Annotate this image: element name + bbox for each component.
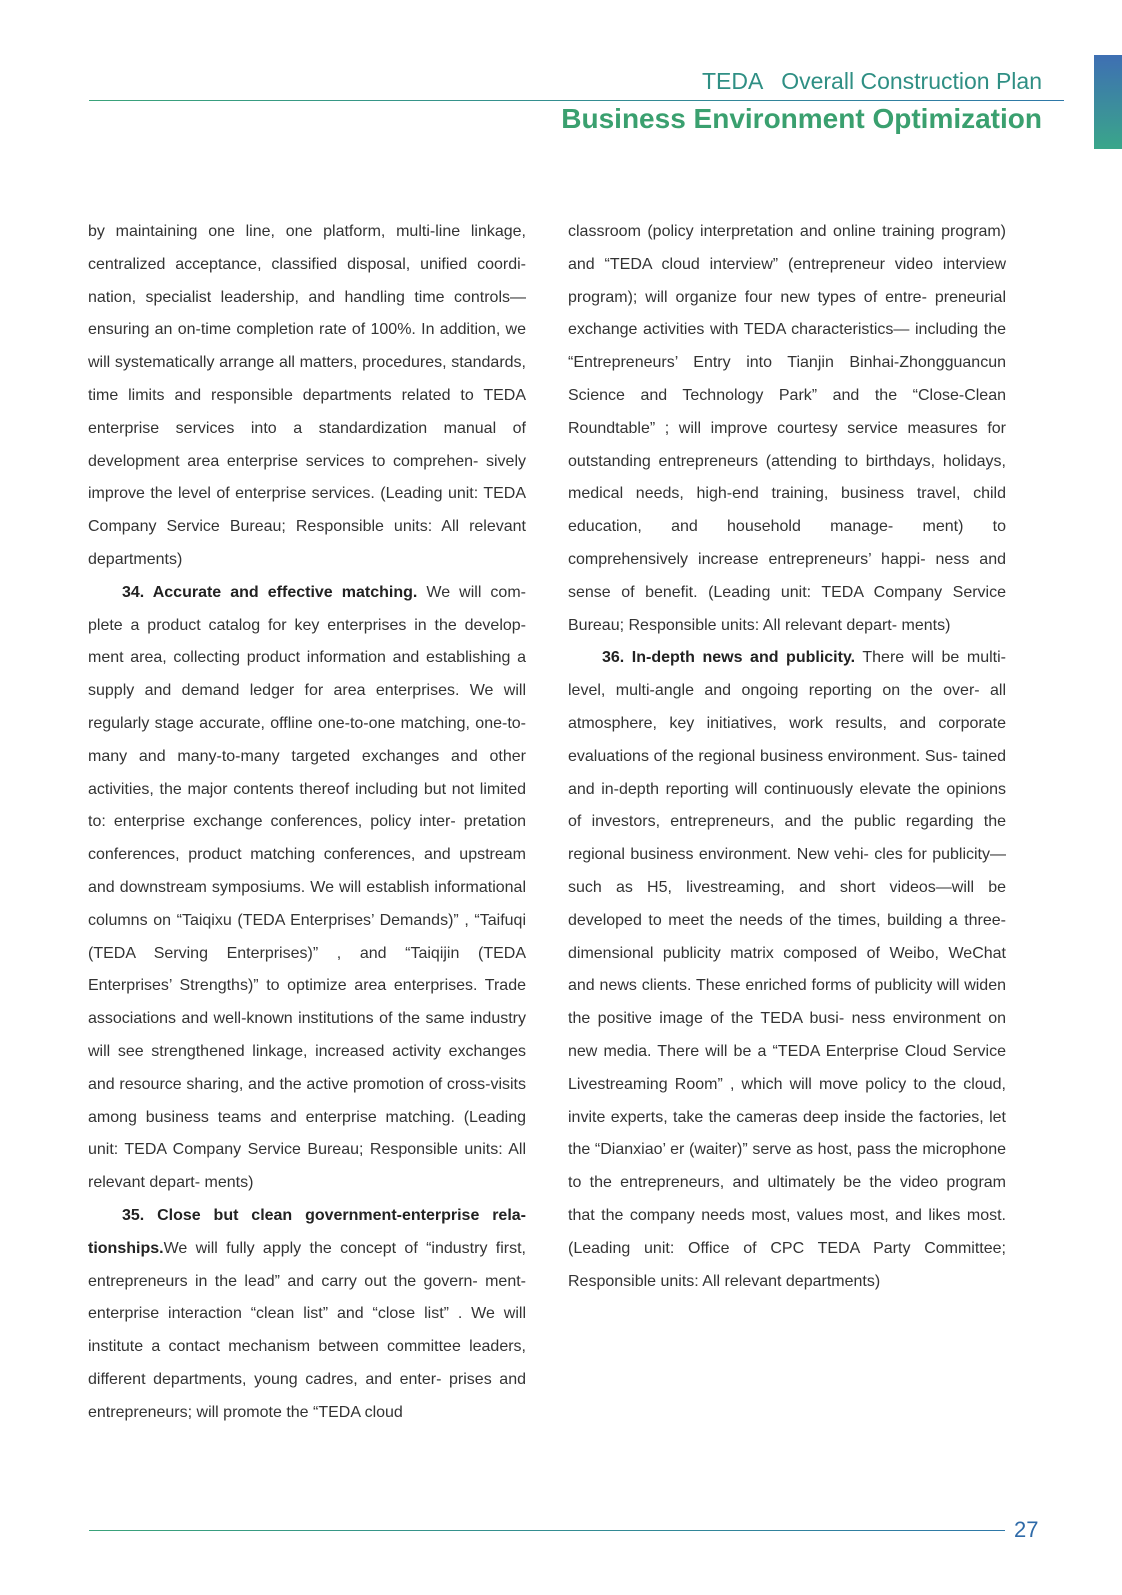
section-35-continued: classroom (policy interpretation and online training program) and “TEDA cloud interview” (entrepreneur video interview program); will organize four new types of entre- preneurial exchange activities with TEDA characteristics— including the “Entrepreneurs’ Entry into Tianjin Binhai-Zhongguancun Science and Technology Park” and the “Close-Clean Roundtable” ; will improve courtesy service measures for outstanding entrepreneurs (attending to birthdays, holidays, medical needs, high-end training, business travel, child education, and household manage- ment) to comprehensively increase entrepreneurs’ happi- ness and sense of benefit. (Leading unit: TEDA Company Service Bureau; Responsible units: All relevant depart- ments) xyxy=(568,223,1006,634)
page-number: 27 xyxy=(1014,1517,1039,1542)
section-35-paragraph xyxy=(88,1200,526,1430)
section-34-paragraph xyxy=(88,577,526,1200)
page-title: Business Environment Optimization xyxy=(561,103,1042,134)
right-column xyxy=(568,216,1006,1298)
section-color-tab xyxy=(1094,55,1122,149)
section-35-body: We will fully apply the concept of “industry first, entrepreneurs in the lead” and carry out the govern- ment-enterprise interaction “clean list” and “close list” . We will institute a contact mechanism between committee leaders, different departments, young cadres, and enter- prises and entrepreneurs; will promote the “TEDA cloud xyxy=(88,1239,526,1421)
section-35-heading: 35. Close but clean government-enterprise rela- tionships. xyxy=(88,1206,526,1257)
section-34-body: We will com- plete a product catalog for key enterprises in the develop- ment area, collecting product information and establishing a supply and demand ledger for area enterprises. We will regularly stage accurate, offline one-to-one matching, one-to-many and many-to-many targeted exchanges and other activities, the major contents thereof including but not limited to: enterprise exchange conferences, policy inter- pretation conferences, product matching conferences, and upstream and downstream symposiums. We will establish informational columns on “Taiqixu (TEDA Enterprises’ Demands)” , “Taifuqi (TEDA Serving Enterprises)” , and “Taiqijin (TEDA Enterprises’ Strengths)” to optimize area enterprises. Trade associations and well-known institutions of the same industry will see strengthened linkage, increased activity exchanges and resource sharing, and the active promotion of cross-visits among business teams and enterprise matching. (Leading unit: TEDA Company Service Bureau; Responsible units: All relevant depart- ments) xyxy=(88,583,526,1192)
section-34-heading: 34. Accurate and effective matching. xyxy=(122,583,418,601)
section-36-heading: 36. In-depth news and publicity. xyxy=(602,649,856,667)
header-kicker: TEDA Overall Construction Plan xyxy=(701,68,1042,94)
header-divider xyxy=(89,100,1064,101)
footer-divider xyxy=(89,1530,1005,1531)
section-36-body: There will be multi-level, multi-angle and ongoing reporting on the over- all atmosphere, key initiatives, work results, and corporate evaluations of the regional business environment. Sus- tained and in-depth reporting will continuously elevate the opinions of investors, entrepreneurs, and the public regarding the regional business environment. New vehi- cles for publicity—such as H5, livestreaming, and short videos—will be developed to meet the needs of the times, building a three-dimensional publicity matrix composed of Weibo, WeChat and news clients. These enriched forms of publicity will widen the positive image of the TEDA busi- ness environment on new media. There will be a “TEDA Enterprise Cloud Service Livestreaming Room” , which will move policy to the cloud, invite experts, take the cameras deep inside the factories, let the “Dianxiao’ er (waiter)” serve as host, pass the microphone to the entrepreneurs, and ultimately be the video program that the company needs most, values most, and likes most. (Leading unit: Office of CPC TEDA Party Committee; Responsible units: All relevant departments) xyxy=(568,649,1006,1290)
paragraph-continued: by maintaining one line, one platform, multi-line linkage, centralized acceptance, classified disposal, unified coordi- nation, specialist leadership, and handling time controls— ensuring an on-time completion rate of 100%. In addition, we will systematically arrange all matters, procedures, standards, time limits and responsible departments related to TEDA enterprise services into a standardization manual of development area enterprise services to comprehen- sively improve the level of enterprise services. (Leading unit: TEDA Company Service Bureau; Responsible units: All relevant departments) xyxy=(88,223,526,568)
section-36-paragraph xyxy=(568,642,1006,1298)
left-column xyxy=(88,216,526,1429)
